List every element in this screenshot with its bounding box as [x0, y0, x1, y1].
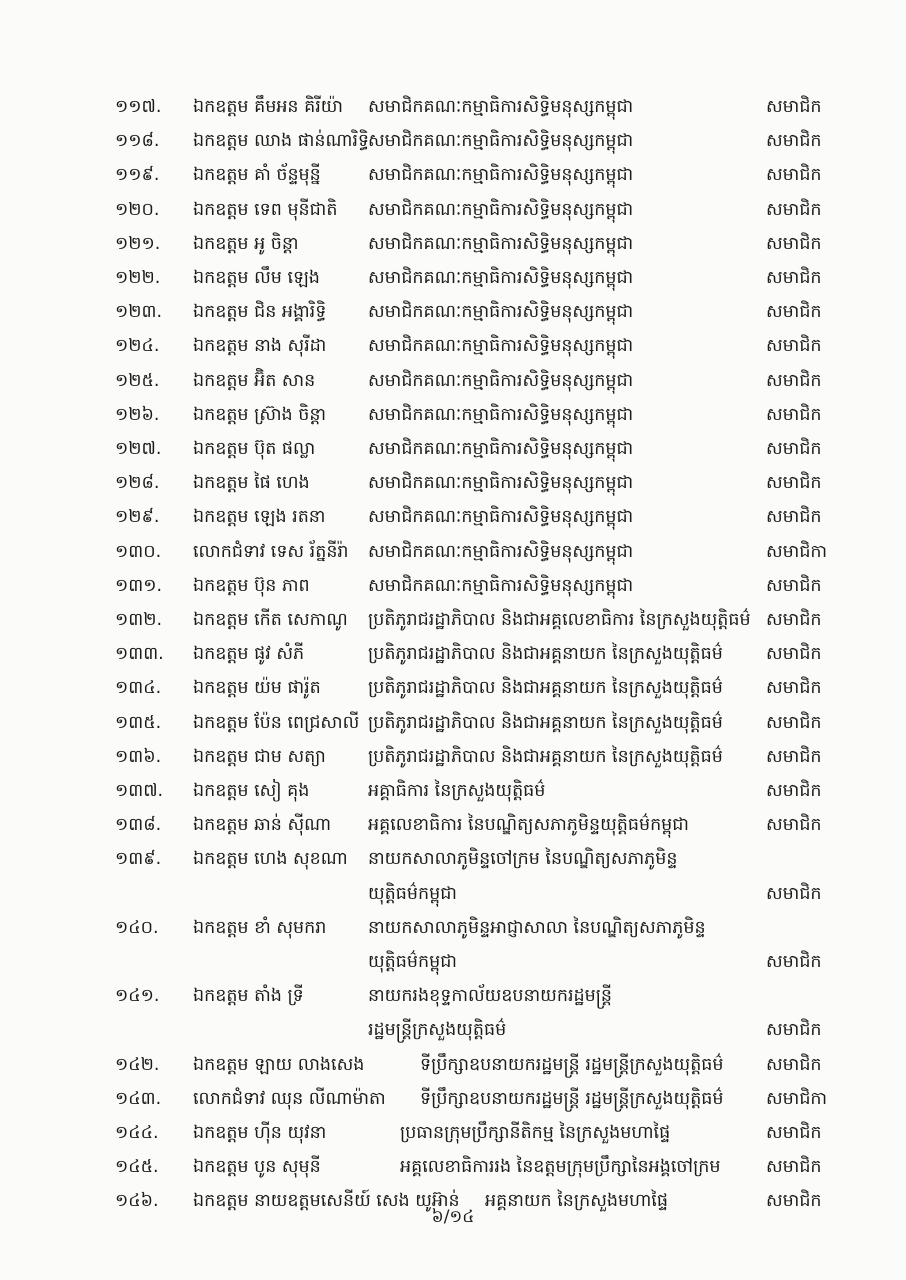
entry-number: ១២៦. [115, 404, 160, 425]
member-role: សមាជិក [766, 1191, 822, 1212]
member-position: នាយករងខុទ្ទកាល័យឧបនាយករដ្ឋមន្ត្រី [368, 986, 613, 1007]
member-position: នាយកសាលាភូមិន្ទចៅក្រម នៃបណ្ឌិត្យសភាភូមិន្ទ [368, 849, 678, 870]
member-position: ប្រតិភូរាជរដ្ឋាភិបាល និងជាអគ្គលេខាធិការ នៃក្រសួងយុត្តិធម៌ [368, 610, 751, 630]
member-name: ឯកឧត្តម ឈាង ផាន់ណារិទ្ធិ [193, 131, 370, 152]
entry-number: ១៤៤. [115, 1123, 159, 1143]
member-role: សមាជិក [766, 233, 822, 254]
member-name: ឯកឧត្តម សៀ គុង [193, 781, 310, 801]
entry-number: ១៤២. [115, 1054, 160, 1075]
member-position: ប្រតិភូរាជរដ្ឋាភិបាល និងជាអគ្គនាយក នៃក្រសួងយុត្តិធម៌ [368, 644, 723, 665]
member-role: សមាជិក [766, 302, 822, 323]
member-name: ឯកឧត្តម នាង សុរីដា [193, 336, 327, 357]
list-item [0, 603, 906, 637]
list-item [0, 158, 906, 192]
member-role: សមាជិក [766, 97, 822, 117]
entry-number: ១២៨. [115, 473, 160, 494]
list-item [0, 877, 906, 911]
member-position: យុត្តិធម៌កម្ពុជា [368, 952, 457, 972]
member-name: ឯកឧត្តម ខាំ សុមករា [193, 917, 327, 938]
member-position: សមាជិកគណៈកម្មាធិការសិទ្ធិមនុស្សកម្ពុជា [368, 268, 634, 288]
member-position: សមាជិកគណៈកម្មាធិការសិទ្ធិមនុស្សកម្ពុជា [368, 97, 634, 117]
list-item [0, 535, 906, 569]
page-number: ៦/១៤ [431, 1207, 475, 1227]
entry-number: ១១៨. [115, 131, 160, 152]
list-item [0, 432, 906, 466]
member-role: សមាជិកា [766, 1088, 828, 1109]
list-item [0, 808, 906, 842]
member-name: ឯកឧត្តម ផូវ សំភី [193, 644, 305, 665]
member-position: សមាជិកគណៈកម្មាធិការសិទ្ធិមនុស្សកម្ពុជា [368, 541, 634, 562]
member-position: ទីប្រឹក្សាឧបនាយករដ្ឋមន្ត្រី រដ្ឋមន្ត្រីក្រសួងយុត្តិធម៌ [420, 1088, 724, 1109]
list-item [0, 569, 906, 603]
member-position: ប្រតិភូរាជរដ្ឋាភិបាល និងជាអគ្គនាយក នៃក្រសួងយុត្តិធម៌ [368, 746, 723, 767]
member-role: សមាជិក [766, 815, 822, 836]
list-item [0, 124, 906, 158]
member-position: អគ្គលេខាធិការ នៃបណ្ឌិត្យសភាភូមិន្ទយុត្តិធម៌កម្ពុជា [368, 815, 689, 836]
list-item [0, 911, 906, 945]
member-name: ឯកឧត្តម អ៊ិត សាន [193, 370, 316, 391]
member-position: សមាជិកគណៈកម្មាធិការសិទ្ធិមនុស្សកម្ពុជា [368, 199, 634, 220]
list-item [0, 842, 906, 876]
entry-number: ១៣៤. [115, 678, 162, 699]
member-position: អគ្គលេខាធិការរង នៃឧត្តមក្រុមប្រឹក្សានៃអង្គចៅក្រម [400, 1157, 721, 1178]
member-role: សមាជិក [766, 370, 822, 391]
list-item [0, 261, 906, 295]
entry-number: ១៤០. [115, 917, 159, 938]
member-position: អគ្គាធិការ នៃក្រសួងយុត្តិធម៌ [368, 781, 546, 801]
entry-number: ១៣៩. [115, 849, 162, 870]
member-position: សមាជិកគណៈកម្មាធិការសិទ្ធិមនុស្សកម្ពុជា [368, 302, 634, 323]
list-item [0, 466, 906, 500]
member-name: ឯកឧត្តម ប៉ែន ពេជ្រសាលី [193, 712, 360, 733]
member-name: ឯកឧត្តម ហេង សុខណា [193, 849, 348, 870]
member-role: សមាជិក [766, 473, 822, 494]
entry-number: ១១៧. [115, 97, 162, 117]
entry-number: ១៣៦. [115, 746, 162, 767]
entry-number: ១៣៨. [115, 815, 162, 836]
member-position: ប្រធានក្រុមប្រឹក្សានីតិកម្ម នៃក្រសួងមហាផ្ទៃ [400, 1123, 671, 1143]
entry-number: ១២៤. [115, 336, 160, 357]
entry-number: ១៤៦. [115, 1191, 159, 1212]
member-name: ឯកឧត្តម កើត សេកាណូ [193, 610, 348, 630]
list-item [0, 945, 906, 979]
list-item [0, 1082, 906, 1116]
entry-number: ១២៧. [115, 439, 162, 459]
list-item [0, 706, 906, 740]
list-item [0, 295, 906, 329]
entry-number: ១៣៣. [115, 644, 164, 665]
list-item [0, 1150, 906, 1184]
list-item [0, 1116, 906, 1150]
member-position: សមាជិកគណៈកម្មាធិការសិទ្ធិមនុស្សកម្ពុជា [368, 439, 634, 459]
member-name: ឯកឧត្តម លឹម ឡេង [193, 268, 320, 288]
member-position: អគ្គនាយក នៃក្រសួងមហាផ្ទៃ [485, 1191, 668, 1212]
member-name: ឯកឧត្តម អូ ចិន្តា [193, 233, 299, 254]
member-role: សមាជិក [766, 1020, 822, 1041]
entry-number: ១៤១. [115, 986, 160, 1007]
member-role: សមាជិកា [766, 541, 828, 562]
entry-number: ១៤៣. [115, 1088, 162, 1109]
list-item [0, 364, 906, 398]
entry-number: ១១៩. [115, 165, 160, 186]
member-role: សមាជិក [766, 165, 822, 186]
member-name: ឯកឧត្តម ឡាយ លាងសេង [193, 1054, 365, 1075]
member-role: សមាជិក [766, 507, 822, 528]
member-role: សមាជិក [766, 1054, 822, 1075]
member-position: យុត្តិធម៌កម្ពុជា [368, 883, 457, 904]
member-name: ឯកឧត្តម បូន សុមុនី [193, 1157, 321, 1178]
list-item [0, 398, 906, 432]
member-role: សមាជិក [766, 336, 822, 357]
entry-number: ១៣២. [115, 610, 163, 630]
member-position: សមាជិកគណៈកម្មាធិការសិទ្ធិមនុស្សកម្ពុជា [368, 370, 634, 391]
member-name: ឯកឧត្តម ស្រ៊ាង ចិន្តា [193, 404, 326, 425]
member-role: សមាជិក [766, 746, 822, 767]
member-position: ប្រតិភូរាជរដ្ឋាភិបាល និងជាអគ្គនាយក នៃក្រសួងយុត្តិធម៌ [368, 712, 723, 733]
member-name: ឯកឧត្តម តាំង ទ្រី [193, 986, 304, 1007]
member-name: លោកជំទាវ ឈុន លីណាម៉ាតា [193, 1088, 386, 1109]
member-name: ឯកឧត្តម ផៃ ហេង [193, 473, 310, 494]
member-name: ឯកឧត្តម ឆាន់ ស៊ីណា [193, 815, 332, 836]
member-role: សមាជិក [766, 575, 822, 596]
member-role: សមាជិក [766, 131, 822, 152]
member-position: សមាជិកគណៈកម្មាធិការសិទ្ធិមនុស្សកម្ពុជា [368, 165, 634, 186]
member-role: សមាជិក [766, 268, 822, 288]
list-item [0, 637, 906, 671]
entry-number: ១៣៥. [115, 712, 162, 733]
member-role: សមាជិក [766, 712, 822, 733]
entry-number: ១២៥. [115, 370, 160, 391]
list-item [0, 774, 906, 808]
member-name: លោកជំទាវ ទេស រ័ត្ននីរ៉ា [193, 541, 349, 562]
entry-number: ១២២. [115, 268, 161, 288]
entry-number: ១៣១. [115, 575, 163, 596]
entry-number: ១២០. [115, 199, 160, 220]
entry-number: ១៣៧. [115, 781, 164, 801]
member-name: ឯកឧត្តម ហ៊ីន យុវនា [193, 1123, 327, 1143]
member-position: សមាជិកគណៈកម្មាធិការសិទ្ធិមនុស្សកម្ពុជា [368, 507, 634, 528]
member-name: ឯកឧត្តម គឹមអន គិរីយ៉ា [193, 97, 343, 117]
member-role: សមាជិក [766, 439, 822, 459]
list-item [0, 329, 906, 363]
member-position: សមាជិកគណៈកម្មាធិការសិទ្ធិមនុស្សកម្ពុជា [368, 575, 634, 596]
member-role: សមាជិក [766, 1157, 822, 1178]
member-name: ឯកឧត្តម ជាម សត្យា [193, 746, 326, 767]
list-item [0, 740, 906, 774]
member-position: សមាជិកគណៈកម្មាធិការសិទ្ធិមនុស្សកម្ពុជា [368, 336, 634, 357]
member-name: ឯកឧត្តម ជិន អង្គារិទ្ធិ [193, 302, 327, 323]
entry-number: ១៤៥. [115, 1157, 159, 1178]
member-role: សមាជិក [766, 678, 822, 699]
member-position: នាយកសាលាភូមិន្ទអាជ្ញាសាលា នៃបណ្ឌិត្យសភាភូមិន្ទ [368, 917, 706, 938]
member-name: ឯកឧត្តម ប៊ុន ភាព [193, 575, 310, 596]
member-position: សមាជិកគណៈកម្មាធិការសិទ្ធិមនុស្សកម្ពុជា [368, 473, 634, 494]
entry-number: ១២៣. [115, 302, 163, 323]
member-name: ឯកឧត្តម ទេព មុនីជាតិ [193, 199, 338, 220]
member-name: ឯកឧត្តម នាយឧត្តមសេនីយ៍ សេង យូអ៊ាន់ [193, 1191, 460, 1212]
list-item [0, 500, 906, 534]
member-position: សមាជិកគណៈកម្មាធិការសិទ្ធិមនុស្សកម្ពុជា [368, 131, 634, 152]
member-role: សមាជិក [766, 644, 822, 665]
member-position: សមាជិកគណៈកម្មាធិការសិទ្ធិមនុស្សកម្ពុជា [368, 404, 634, 425]
list-item [0, 193, 906, 227]
member-role: សមាជិក [766, 199, 822, 220]
member-role: សមាជិក [766, 883, 822, 904]
member-position: ប្រតិភូរាជរដ្ឋាភិបាល និងជាអគ្គនាយក នៃក្រសួងយុត្តិធម៌ [368, 678, 723, 699]
member-name: ឯកឧត្តម ឡេង រតនា [193, 507, 326, 528]
member-role: សមាជិក [766, 952, 822, 972]
list-item [0, 1048, 906, 1082]
member-name: ឯកឧត្តម យ៉ម ផារ៉ូត [193, 678, 321, 699]
entry-number: ១៣០. [115, 541, 162, 562]
list-item [0, 1013, 906, 1047]
member-position: សមាជិកគណៈកម្មាធិការសិទ្ធិមនុស្សកម្ពុជា [368, 233, 634, 254]
member-role: សមាជិក [766, 610, 822, 630]
member-role: សមាជិក [766, 404, 822, 425]
member-name: ឯកឧត្តម ប៊ុត ផល្លា [193, 439, 316, 459]
list-item [0, 671, 906, 705]
list-item [0, 979, 906, 1013]
entry-number: ១២៩. [115, 507, 160, 528]
member-role: សមាជិក [766, 781, 822, 801]
member-position: រដ្ឋមន្ត្រីក្រសួងយុត្តិធម៌ [368, 1020, 507, 1041]
list-item [0, 90, 906, 124]
member-name: ឯកឧត្តម គាំ ច័ន្ទមុន្នី [193, 165, 321, 186]
entry-number: ១២១. [115, 233, 161, 254]
list-item [0, 227, 906, 261]
member-position: ទីប្រឹក្សាឧបនាយករដ្ឋមន្ត្រី រដ្ឋមន្ត្រីក្រសួងយុត្តិធម៌ [420, 1054, 724, 1075]
member-role: សមាជិក [766, 1123, 822, 1143]
